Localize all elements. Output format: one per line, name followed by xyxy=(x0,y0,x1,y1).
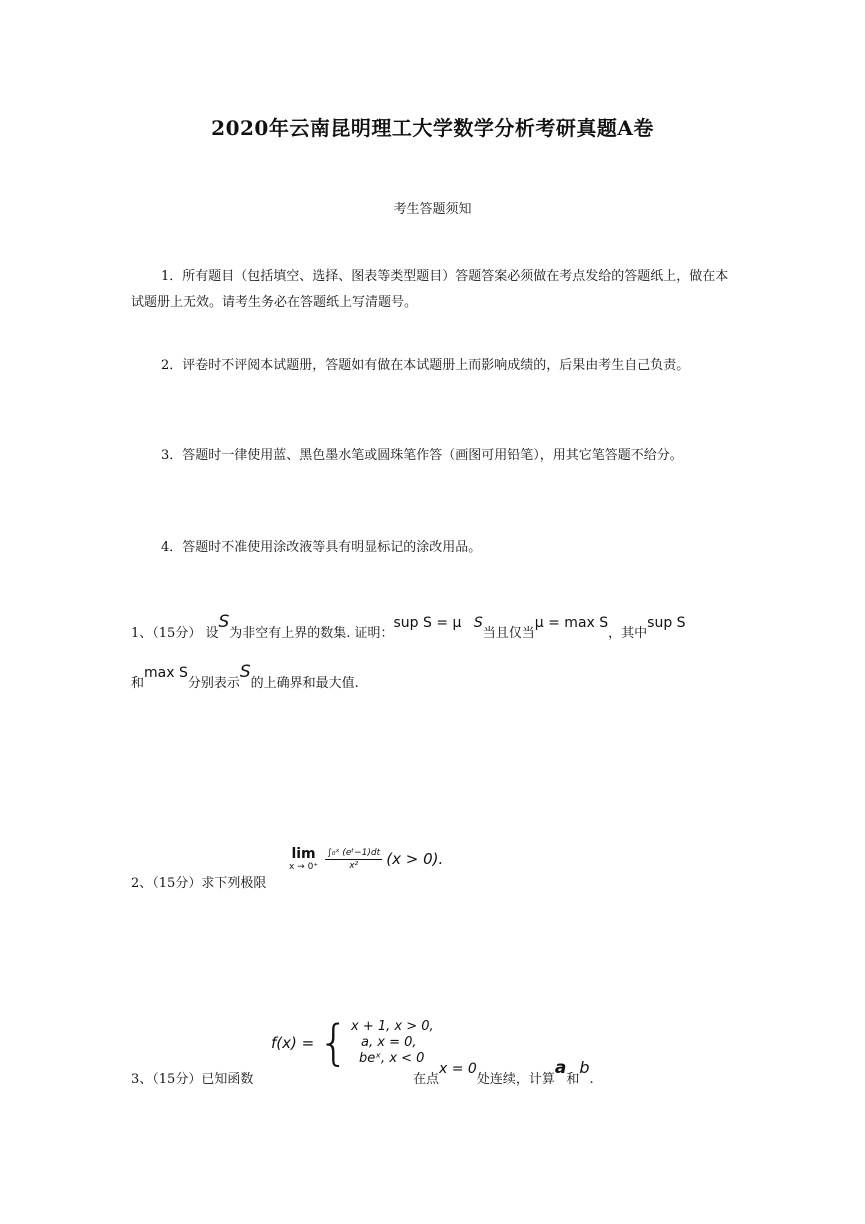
question-3-line xyxy=(413,1058,594,1088)
question-3-text: . xyxy=(589,1072,594,1087)
notice-item-1: 1．所有题目（包括填空、选择、图表等类型题目）答题答案必须做在考点发给的答题纸上，做在本试题册上无效。请考生务必在答题纸上写清题号。 xyxy=(131,269,729,310)
max-equation: μ = max S xyxy=(534,615,609,631)
piecewise-case-2: a, x = 0, xyxy=(361,1035,417,1050)
question-3-prefix: 3、（15分）已知函数 xyxy=(131,1072,254,1087)
lim-subscript: x → 0⁺ xyxy=(289,862,319,872)
function-name: f(x) = xyxy=(271,1034,315,1052)
question-1-text: ，其中 xyxy=(608,626,648,641)
limit-condition: (x > 0). xyxy=(386,850,444,868)
question-1-text: 分别表示 xyxy=(187,676,240,691)
point-x0: x = 0 xyxy=(439,1061,477,1077)
notice-item-3: 3．答题时一律使用蓝、黑色墨水笔或圆珠笔作答（画图可用铅笔），用其它笔答题不给分。 xyxy=(161,448,683,463)
piecewise-case-3: beˣ, x < 0 xyxy=(359,1051,425,1066)
page-title: 2020年云南昆明理工大学数学分析考研真题A卷 xyxy=(211,116,654,140)
question-1-text: 当且仅当 xyxy=(482,626,535,641)
question-1-text: 的上确界和最大值. xyxy=(250,676,359,691)
variable-b: b xyxy=(579,1058,590,1077)
max-s-term: max S xyxy=(144,665,188,681)
piecewise-case-1: x + 1, x > 0, xyxy=(351,1019,434,1034)
question-3-text: 在点 xyxy=(413,1072,440,1087)
notice-item-4: 4．答题时不准使用涂改液等具有明显标记的涂改用品。 xyxy=(161,540,482,555)
set-s-symbol: S xyxy=(473,615,483,631)
question-1-line-2 xyxy=(131,662,359,692)
fraction-denominator: x² xyxy=(349,860,359,871)
piecewise-function xyxy=(271,1015,434,1071)
brace-symbol: { xyxy=(318,1015,349,1071)
set-s-symbol: S xyxy=(239,662,251,682)
question-2-prefix: 2、（15分）求下列极限 xyxy=(131,876,267,891)
set-s-symbol: S xyxy=(218,612,230,632)
question-1-line-1 xyxy=(131,612,686,642)
limit-expression xyxy=(289,846,443,872)
lim-operator: lim xyxy=(291,846,316,862)
sup-s-term: sup S xyxy=(647,615,686,631)
question-1-text: 和 xyxy=(131,676,145,691)
sup-equation: sup S = μ xyxy=(393,615,462,631)
question-3-text: 和 xyxy=(566,1072,580,1087)
notice-item-2: 2．评卷时不评阅本试题册，答题如有做在本试题册上而影响成绩的，后果由考生自己负责。 xyxy=(161,358,690,373)
notice-heading: 考生答题须知 xyxy=(393,202,472,217)
question-3-text: 处连续，计算 xyxy=(476,1072,555,1087)
variable-a: a xyxy=(554,1058,567,1078)
question-1-prefix: 1、（15分） 设 xyxy=(131,626,219,641)
fraction-numerator: ∫₀ˣ (eᵗ−1)dt xyxy=(327,847,381,858)
question-1-text: 为非空有上界的数集. 证明： xyxy=(229,626,394,641)
